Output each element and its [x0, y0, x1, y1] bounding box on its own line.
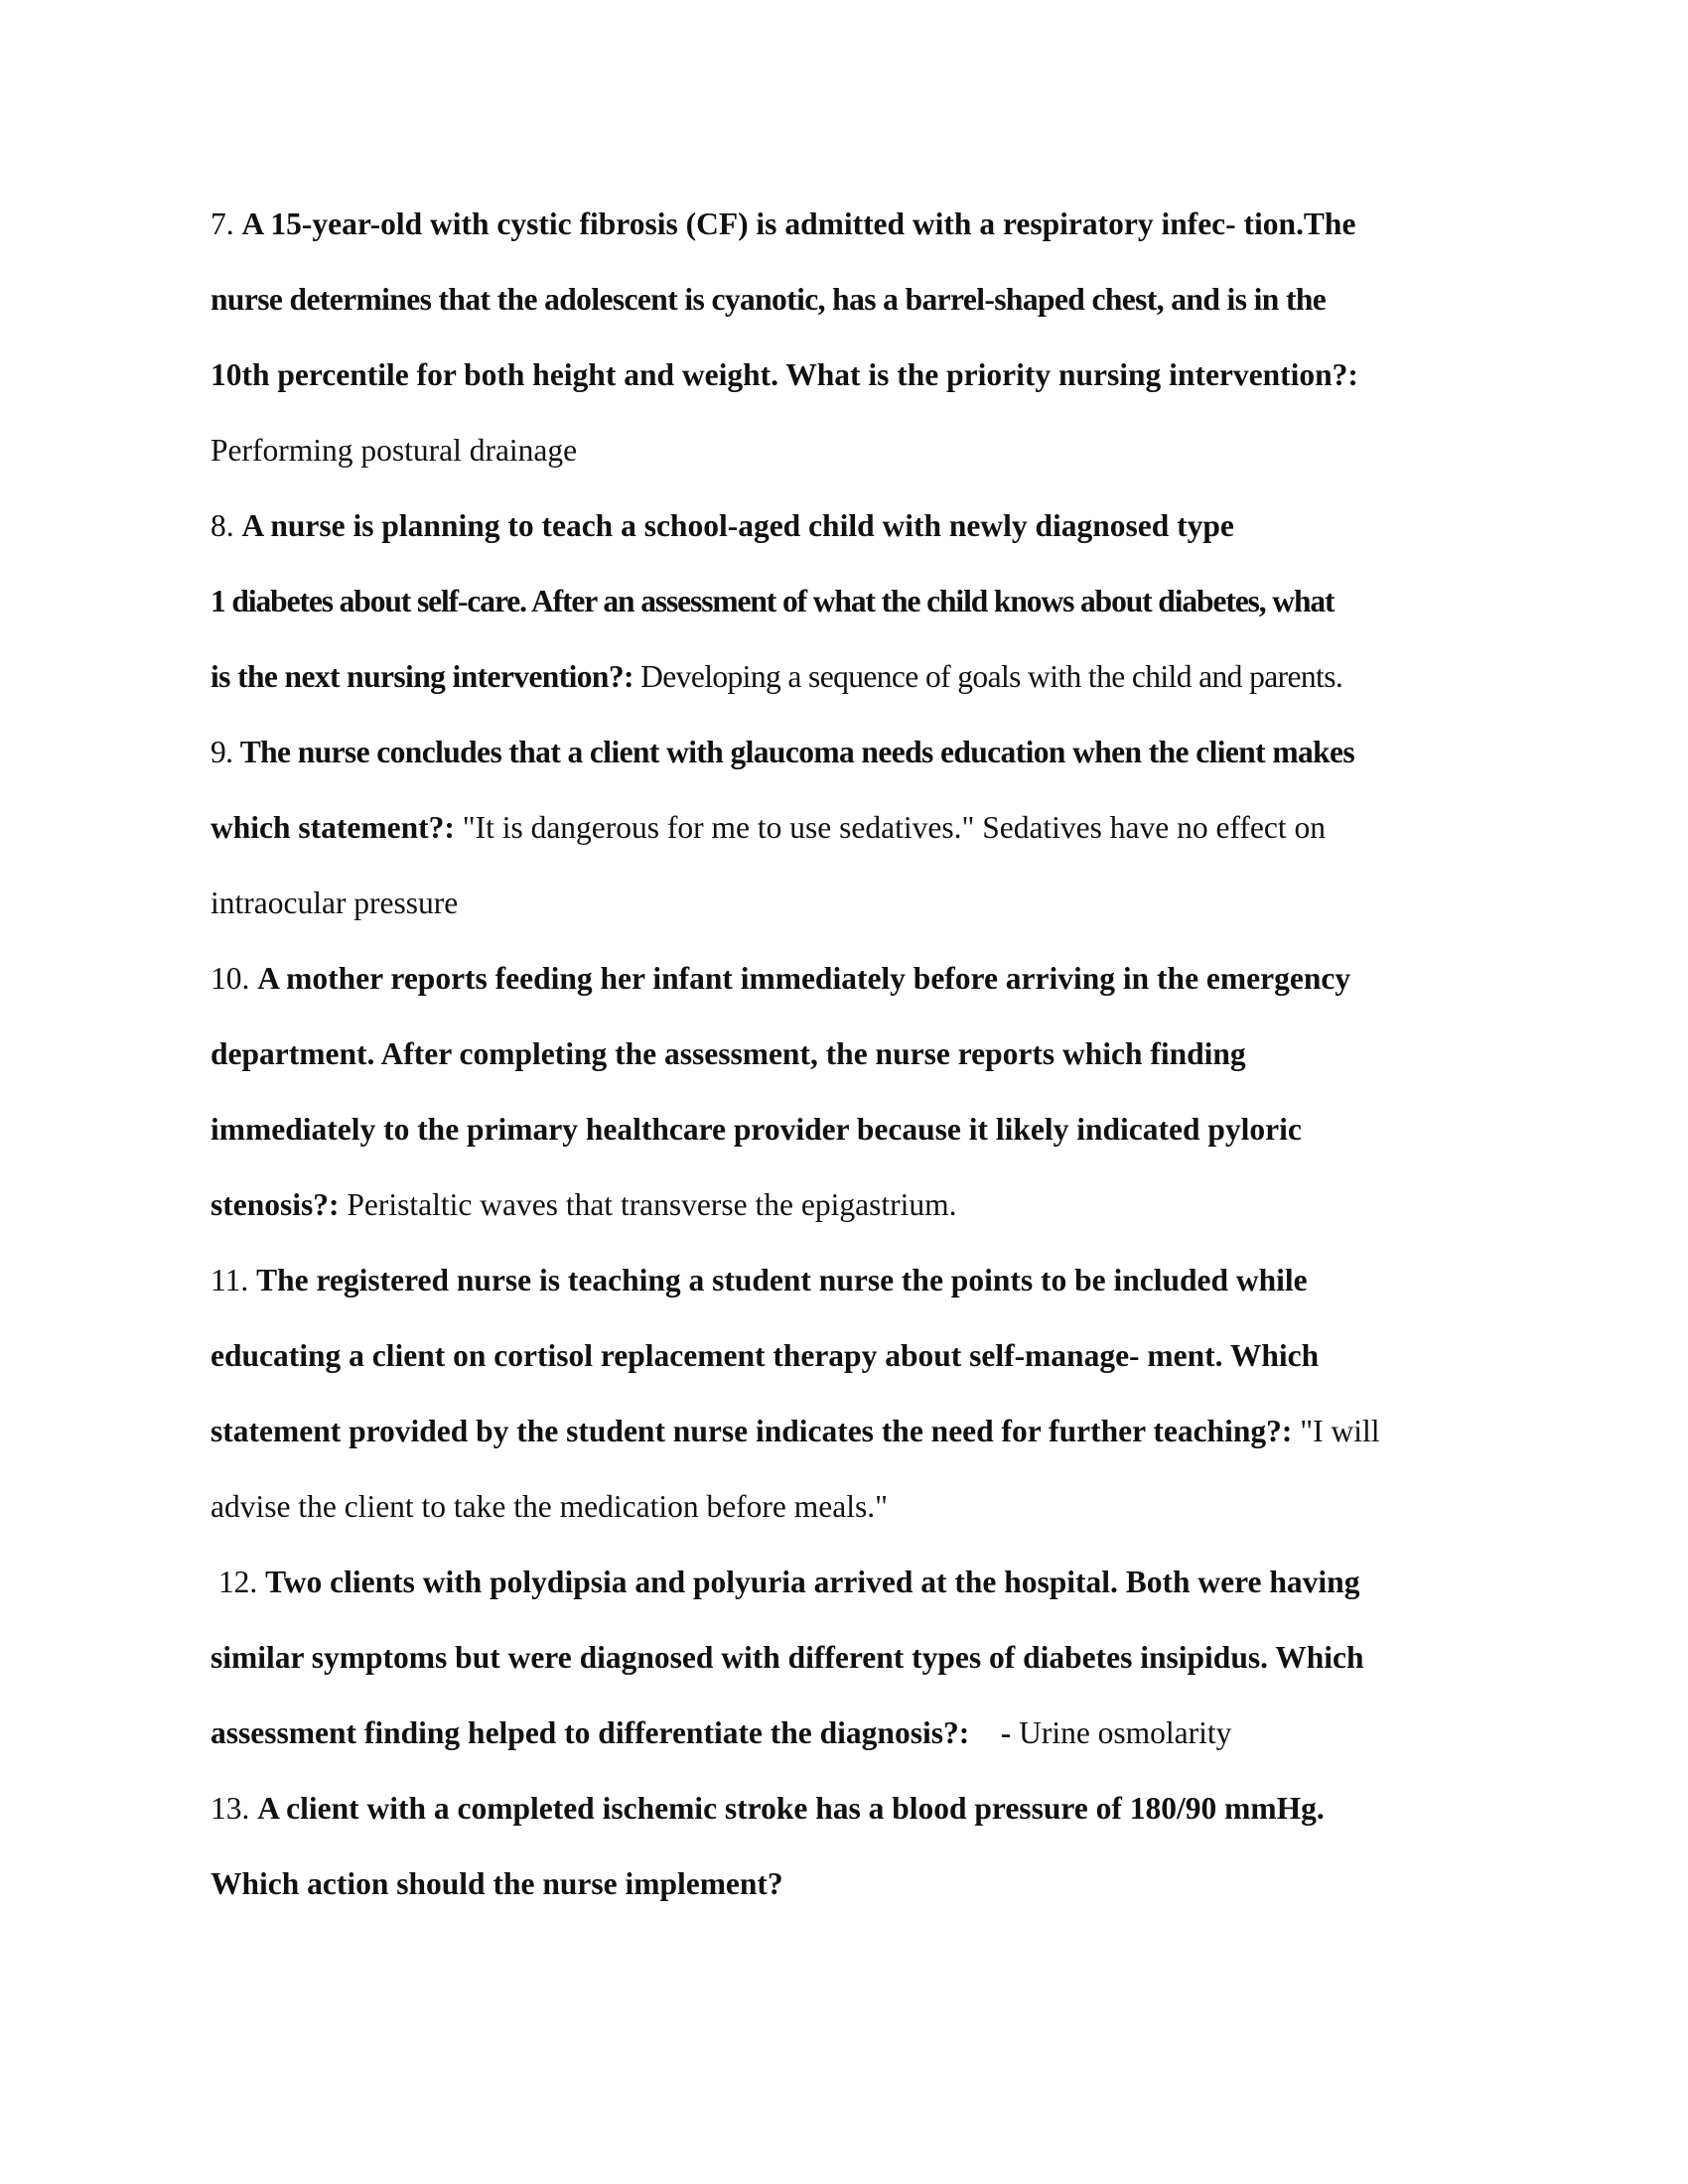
- text-line: [211, 1620, 1491, 1696]
- question-text: statement provided by the student nurse indicates the need for further teaching?:: [211, 1414, 1293, 1448]
- document-page: [211, 187, 1491, 1922]
- text-line: [211, 1167, 1491, 1243]
- text-line: [211, 1318, 1491, 1394]
- text-line: [211, 1394, 1491, 1469]
- text-line: [211, 1771, 1491, 1846]
- text-line: [211, 715, 1491, 790]
- question-text: similar symptoms but were diagnosed with different types of diabetes insipidus. Which: [211, 1640, 1364, 1675]
- question-text: which statement?:: [211, 810, 455, 845]
- question-text: 10th percentile for both height and weight. What is the priority nursing intervention?:: [211, 357, 1358, 392]
- question-text: The registered nurse is teaching a student nurse the points to be included while: [256, 1263, 1308, 1297]
- text-line: [211, 187, 1491, 262]
- answer-text: advise the client to take the medication before meals.": [211, 1489, 888, 1524]
- answer-text: Performing postural drainage: [211, 433, 578, 468]
- question-number: 8.: [211, 508, 234, 543]
- answer-text: "I will: [1300, 1414, 1380, 1448]
- question-text: educating a client on cortisol replacement therapy about self-manage- ment. Which: [211, 1338, 1320, 1373]
- question-text: The nurse concludes that a client with glaucoma needs education when the client makes: [239, 735, 1355, 769]
- question-number: 9.: [211, 735, 233, 769]
- question-number: 11.: [211, 1263, 249, 1297]
- text-line: [211, 941, 1491, 1017]
- question-text: assessment finding helped to differentiate the diagnosis?:: [211, 1715, 970, 1750]
- text-line: [211, 564, 1491, 639]
- text-line: [211, 262, 1491, 338]
- question-number: 13.: [211, 1791, 250, 1826]
- question-text: A 15-year-old with cystic fibrosis (CF) is admitted with a respiratory infec- tion.The: [241, 206, 1356, 241]
- question-item-11: [211, 1243, 1491, 1545]
- question-item-8: [211, 488, 1491, 715]
- text-line: [211, 1545, 1491, 1620]
- question-text: nurse determines that the adolescent is cyanotic, has a barrel-shaped chest, and is in the: [211, 282, 1327, 317]
- question-number: 7.: [211, 206, 234, 241]
- question-text: stenosis?:: [211, 1187, 340, 1222]
- text-line: [211, 790, 1491, 866]
- question-item-10: [211, 941, 1491, 1243]
- question-item-13: [211, 1771, 1491, 1922]
- text-line: [211, 1092, 1491, 1167]
- question-text: 1 diabetes about self-care. After an assessment of what the child knows about diabetes, what: [211, 584, 1335, 618]
- question-number: 10.: [211, 961, 250, 996]
- question-text: A client with a completed ischemic stroke has a blood pressure of 180/90 mmHg.: [257, 1791, 1325, 1826]
- text-line: [211, 639, 1491, 715]
- question-text: Which action should the nurse implement?: [211, 1866, 783, 1901]
- text-line: [211, 338, 1491, 413]
- question-text: department. After completing the assessment, the nurse reports which finding: [211, 1036, 1246, 1071]
- text-line: [211, 866, 1491, 941]
- question-text: Two clients with polydipsia and polyuria arrived at the hospital. Both were having: [265, 1565, 1360, 1599]
- answer-dash: -: [1000, 1715, 1012, 1750]
- answer-text: Peristaltic waves that transverse the epigastrium.: [347, 1187, 957, 1222]
- text-line: [211, 1846, 1491, 1922]
- question-item-12: [211, 1545, 1491, 1771]
- text-line: [211, 1469, 1491, 1545]
- answer-text: intraocular pressure: [211, 886, 459, 920]
- text-line: [211, 1017, 1491, 1092]
- text-line: [211, 1243, 1491, 1318]
- answer-text: Urine osmolarity: [1019, 1715, 1232, 1750]
- text-line: [211, 1696, 1491, 1771]
- question-number: 12.: [217, 1565, 258, 1599]
- question-text: A mother reports feeding her infant immediately before arriving in the emergency: [257, 961, 1351, 996]
- question-text: immediately to the primary healthcare provider because it likely indicated pyloric: [211, 1112, 1302, 1147]
- answer-text: Developing a sequence of goals with the child and parents.: [640, 659, 1343, 694]
- question-text: is the next nursing intervention?:: [211, 659, 633, 694]
- text-line: [211, 413, 1491, 488]
- question-item-9: [211, 715, 1491, 941]
- question-text: A nurse is planning to teach a school-aged child with newly diagnosed type: [241, 508, 1234, 543]
- question-item-7: [211, 187, 1491, 488]
- answer-text: "It is dangerous for me to use sedatives." Sedatives have no effect on: [462, 810, 1326, 845]
- text-line: [211, 488, 1491, 564]
